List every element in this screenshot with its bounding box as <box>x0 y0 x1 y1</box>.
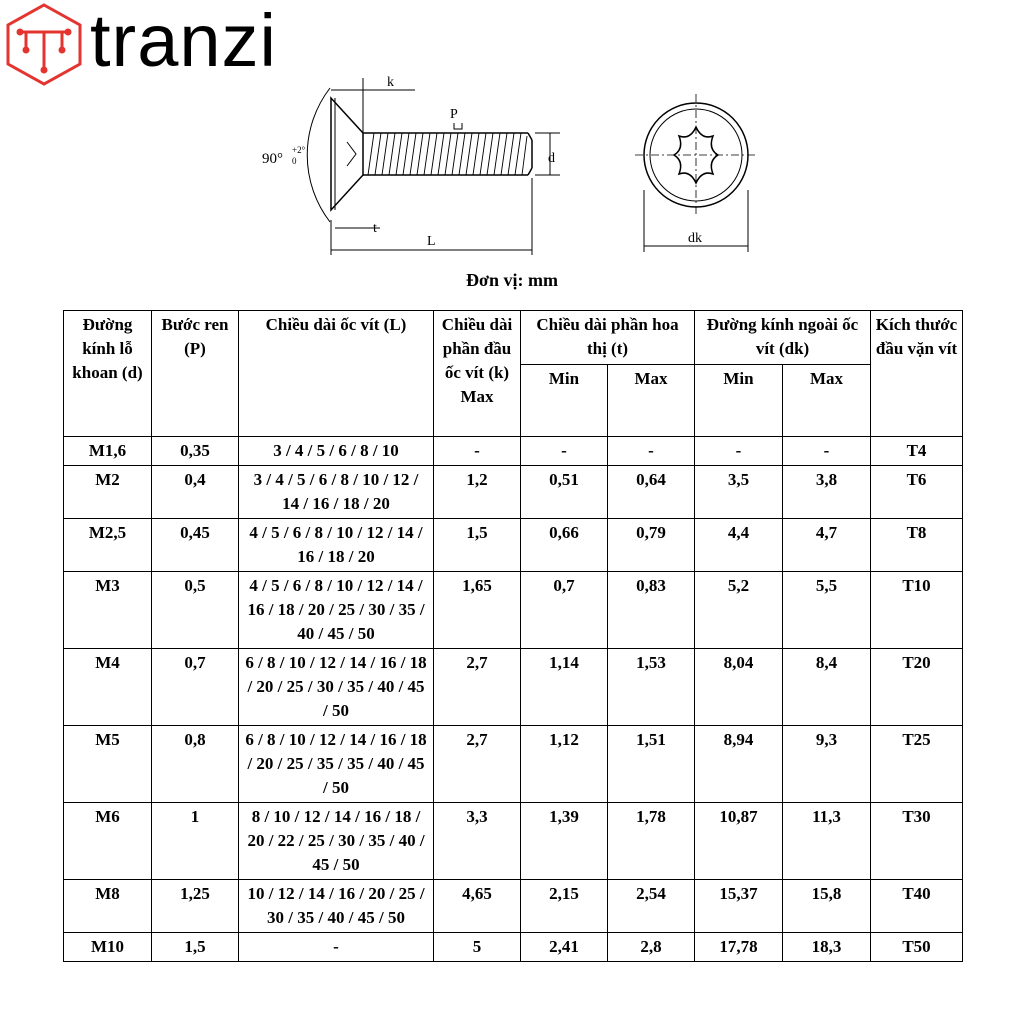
cell-pitch: 0,7 <box>152 649 239 726</box>
cell-torx-max: 2,54 <box>608 880 695 933</box>
table-row <box>64 519 963 572</box>
cell-dk-max: 8,4 <box>783 649 871 726</box>
label-angle-tol-plus: +2° <box>292 145 306 155</box>
cell-dk-min: 8,04 <box>695 649 783 726</box>
cell-dk-min: 15,37 <box>695 880 783 933</box>
header-max: Max <box>783 365 871 437</box>
label-L: L <box>427 234 436 249</box>
cell-length: 3 / 4 / 5 / 6 / 8 / 10 / 12 / 14 / 16 / 18 / 20 <box>239 466 434 519</box>
cell-diameter: M5 <box>64 726 152 803</box>
cell-torx-min: - <box>521 437 608 466</box>
header-head-diameter: Đường kính ngoài ốc vít (dk) <box>695 311 871 365</box>
cell-dk-min: 5,2 <box>695 572 783 649</box>
cell-head-length: 1,2 <box>434 466 521 519</box>
cell-drive: T8 <box>871 519 963 572</box>
screw-side-view <box>331 98 532 210</box>
header-pitch: Bước ren (P) <box>152 311 239 437</box>
cell-length: 10 / 12 / 14 / 16 / 20 / 25 / 30 / 35 / 40 / 45 / 50 <box>239 880 434 933</box>
cell-length: 3 / 4 / 5 / 6 / 8 / 10 <box>239 437 434 466</box>
cell-torx-max: - <box>608 437 695 466</box>
unit-label: Đơn vị: mm <box>466 270 558 290</box>
table-row <box>64 572 963 649</box>
spec-table-body <box>64 437 963 962</box>
cell-drive: T20 <box>871 649 963 726</box>
header-head-length: Chiều dài phần đầu ốc vít (k) Max <box>434 311 521 437</box>
cell-pitch: 1 <box>152 803 239 880</box>
cell-length: 6 / 8 / 10 / 12 / 14 / 16 / 18 / 20 / 25 / 30 / 35 / 40 / 45 / 50 <box>239 649 434 726</box>
cell-drive: T6 <box>871 466 963 519</box>
header-torx-length: Chiều dài phần hoa thị (t) <box>521 311 695 365</box>
table-row <box>64 726 963 803</box>
label-angle-tol-minus: 0 <box>292 156 297 166</box>
cell-dk-max: 18,3 <box>783 933 871 962</box>
cell-head-length: - <box>434 437 521 466</box>
cell-dk-min: 8,94 <box>695 726 783 803</box>
table-row <box>64 437 963 466</box>
table-row <box>64 803 963 880</box>
cell-diameter: M6 <box>64 803 152 880</box>
spec-table <box>63 310 963 962</box>
cell-dk-max: 3,8 <box>783 466 871 519</box>
cell-length: 4 / 5 / 6 / 8 / 10 / 12 / 14 / 16 / 18 / 20 / 25 / 30 / 35 / 40 / 45 / 50 <box>239 572 434 649</box>
table-row <box>64 466 963 519</box>
cell-length: 8 / 10 / 12 / 14 / 16 / 18 / 20 / 22 / 25 / 30 / 35 / 40 / 45 / 50 <box>239 803 434 880</box>
header-diameter: Đường kính lỗ khoan (d) <box>64 311 152 437</box>
cell-drive: T4 <box>871 437 963 466</box>
cell-head-length: 2,7 <box>434 649 521 726</box>
cell-torx-max: 2,8 <box>608 933 695 962</box>
header-length: Chiều dài ốc vít (L) <box>239 311 434 437</box>
label-k: k <box>387 75 394 90</box>
cell-torx-max: 0,64 <box>608 466 695 519</box>
cell-pitch: 0,5 <box>152 572 239 649</box>
cell-diameter: M10 <box>64 933 152 962</box>
cell-torx-min: 2,41 <box>521 933 608 962</box>
cell-pitch: 1,25 <box>152 880 239 933</box>
cell-dk-min: - <box>695 437 783 466</box>
cell-torx-min: 1,14 <box>521 649 608 726</box>
cell-length: 6 / 8 / 10 / 12 / 14 / 16 / 18 / 20 / 25 / 35 / 35 / 40 / 45 / 50 <box>239 726 434 803</box>
screw-technical-drawing <box>250 70 770 265</box>
thread-lines <box>368 133 527 175</box>
cell-diameter: M8 <box>64 880 152 933</box>
label-d: d <box>548 151 555 166</box>
cell-dk-max: 5,5 <box>783 572 871 649</box>
label-p: P <box>450 107 458 122</box>
cell-head-length: 4,65 <box>434 880 521 933</box>
cell-dk-min: 3,5 <box>695 466 783 519</box>
cell-torx-max: 0,83 <box>608 572 695 649</box>
cell-dk-max: - <box>783 437 871 466</box>
cell-torx-min: 1,39 <box>521 803 608 880</box>
cell-pitch: 0,4 <box>152 466 239 519</box>
brand-logo <box>4 2 277 86</box>
cell-head-length: 1,65 <box>434 572 521 649</box>
label-angle: 90° <box>262 151 283 167</box>
header-max: Max <box>608 365 695 437</box>
cell-dk-max: 11,3 <box>783 803 871 880</box>
cell-diameter: M2 <box>64 466 152 519</box>
table-row <box>64 933 963 962</box>
tranzi-logo-icon <box>4 2 84 86</box>
header-drive-size: Kích thước đầu vặn vít <box>871 311 963 437</box>
cell-drive: T10 <box>871 572 963 649</box>
cell-length: - <box>239 933 434 962</box>
screw-front-view <box>635 94 758 252</box>
dimension-lines <box>307 78 560 255</box>
cell-head-length: 5 <box>434 933 521 962</box>
cell-diameter: M3 <box>64 572 152 649</box>
header-min: Min <box>521 365 608 437</box>
cell-pitch: 1,5 <box>152 933 239 962</box>
cell-torx-max: 0,79 <box>608 519 695 572</box>
cell-torx-min: 1,12 <box>521 726 608 803</box>
cell-diameter: M1,6 <box>64 437 152 466</box>
table-row <box>64 649 963 726</box>
cell-pitch: 0,45 <box>152 519 239 572</box>
cell-torx-min: 0,51 <box>521 466 608 519</box>
cell-head-length: 3,3 <box>434 803 521 880</box>
cell-drive: T25 <box>871 726 963 803</box>
cell-drive: T30 <box>871 803 963 880</box>
cell-dk-min: 4,4 <box>695 519 783 572</box>
cell-dk-max: 15,8 <box>783 880 871 933</box>
cell-head-length: 1,5 <box>434 519 521 572</box>
label-t: t <box>373 221 377 236</box>
brand-name: tranzi <box>90 0 277 82</box>
cell-torx-max: 1,53 <box>608 649 695 726</box>
cell-diameter: M2,5 <box>64 519 152 572</box>
cell-dk-min: 17,78 <box>695 933 783 962</box>
cell-pitch: 0,35 <box>152 437 239 466</box>
cell-drive: T50 <box>871 933 963 962</box>
header-min: Min <box>695 365 783 437</box>
cell-dk-min: 10,87 <box>695 803 783 880</box>
cell-torx-min: 2,15 <box>521 880 608 933</box>
cell-diameter: M4 <box>64 649 152 726</box>
cell-length: 4 / 5 / 6 / 8 / 10 / 12 / 14 / 16 / 18 / 20 <box>239 519 434 572</box>
cell-head-length: 2,7 <box>434 726 521 803</box>
cell-torx-min: 0,7 <box>521 572 608 649</box>
cell-pitch: 0,8 <box>152 726 239 803</box>
cell-drive: T40 <box>871 880 963 933</box>
label-dk: dk <box>688 231 702 246</box>
cell-dk-max: 9,3 <box>783 726 871 803</box>
cell-torx-max: 1,51 <box>608 726 695 803</box>
table-row <box>64 880 963 933</box>
cell-dk-max: 4,7 <box>783 519 871 572</box>
cell-torx-max: 1,78 <box>608 803 695 880</box>
cell-torx-min: 0,66 <box>521 519 608 572</box>
